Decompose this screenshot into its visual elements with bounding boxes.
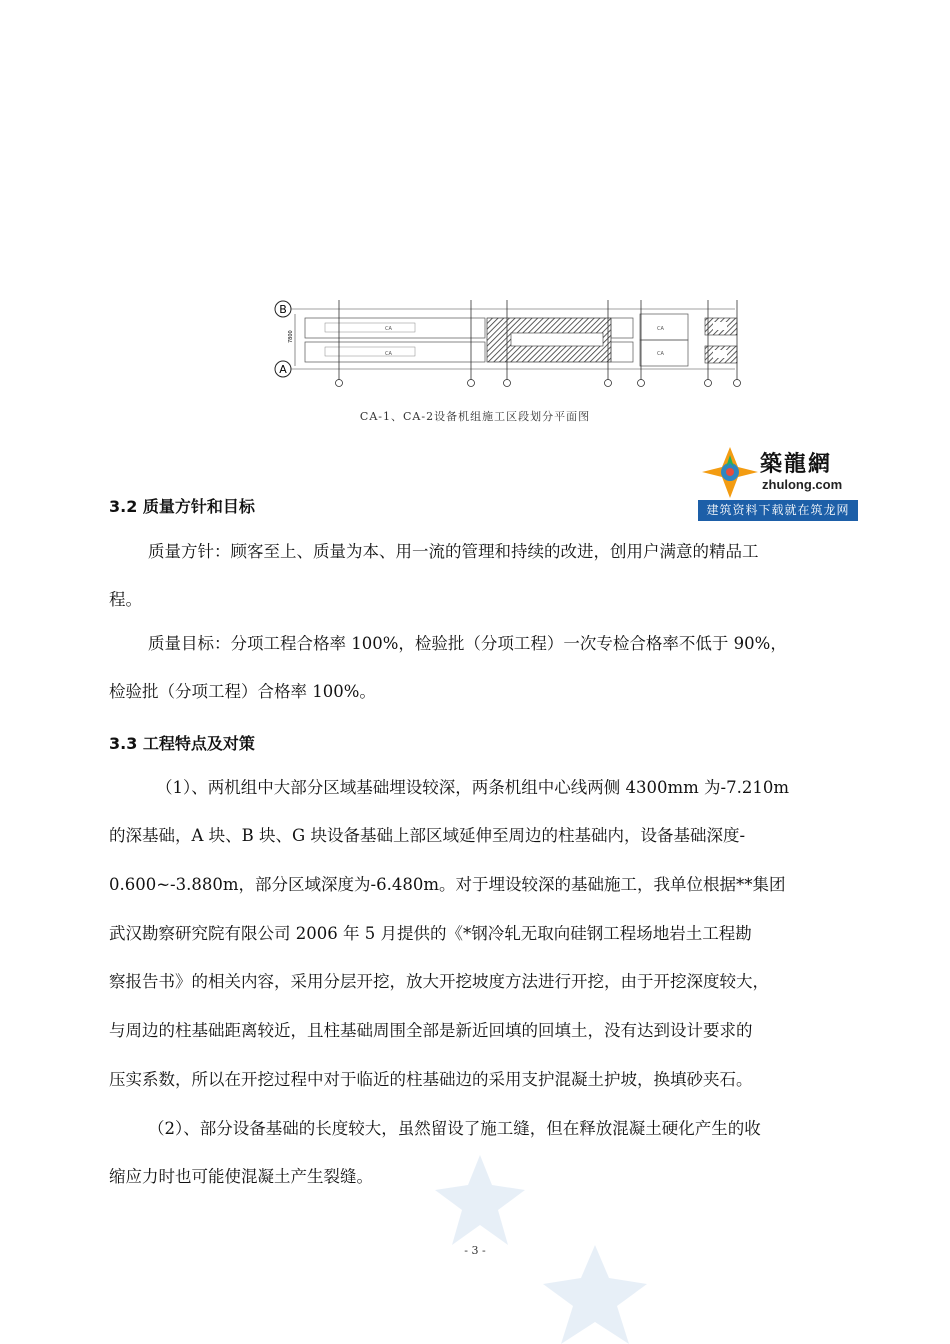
quality-goal-line: 质量目标：分项工程合格率 100%，检验批（分项工程）一次专检合格率不低于 90%， [148,634,787,653]
block-label: CA [657,326,664,332]
logo-slogan: 建筑资料下载就在筑龙网 [698,500,858,521]
paragraph-line: 武汉勘察研究院有限公司 2006 年 5 月提供的《*钢冷轧无取向硅钢工程场地岩土工程勘 [109,924,752,943]
block-label: CA [385,326,392,332]
logo-domain: zhulong.com [762,477,843,492]
construction-plan-figure [265,296,745,392]
block-label: CA [657,351,664,357]
axis-marker-b [275,301,291,317]
svg-text:A: A [279,363,287,376]
paragraph-line: 压实系数，所以在开挖过程中对于临近的柱基础边的采用支护混凝土护坡，换填砂夹石。 [109,1070,753,1089]
svg-text:B: B [279,303,287,316]
quality-policy-line: 程。 [109,590,142,609]
watermark-snowflake-icon [420,1150,540,1250]
logo-star-icon [700,445,760,500]
zhulong-logo [698,443,858,521]
quality-goal-line: 检验批（分项工程）合格率 100%。 [109,682,376,701]
paragraph-line: 察报告书》的相关内容，采用分层开挖，放大开挖坡度方法进行开挖，由于开挖深度较大， [109,972,769,991]
quality-policy-line: 质量方针：顾客至上、质量为本、用一流的管理和持续的改进，创用户满意的精品工 [148,542,759,561]
paragraph-line: （1）、两机组中大部分区域基础埋设较深，两条机组中心线两侧 4300mm 为-7.210m [156,778,789,797]
paragraph-line: 与周边的柱基础距离较近，且柱基础周围全部是新近回填的回填土，没有达到设计要求的 [109,1021,753,1040]
section-heading-3-2: 3.2 质量方针和目标 [109,497,255,516]
paragraph-line: 0.600~-3.880m，部分区域深度为-6.480m。对于埋设较深的基础施工，我单位根据**集团 [109,875,786,894]
paragraph-line: 缩应力时也可能使混凝土产生裂缝。 [109,1167,373,1186]
block-label: CA [385,351,392,357]
figure-caption: CA-1、CA-2设备机组施工区段划分平面图 [359,410,591,423]
paragraph-line: 的深基础，A 块、B 块、G 块设备基础上部区域延伸至周边的柱基础内，设备基础深度- [109,826,746,845]
page-number: - 3 - [464,1244,486,1257]
section-heading-3-3: 3.3 工程特点及对策 [109,734,255,753]
dimension-label: 7800 [288,330,294,343]
logo-name: 築龍網 [760,451,833,477]
paragraph-line: （2）、部分设备基础的长度较大，虽然留设了施工缝，但在释放混凝土硬化产生的收 [148,1119,761,1138]
axis-marker-a [275,361,291,377]
